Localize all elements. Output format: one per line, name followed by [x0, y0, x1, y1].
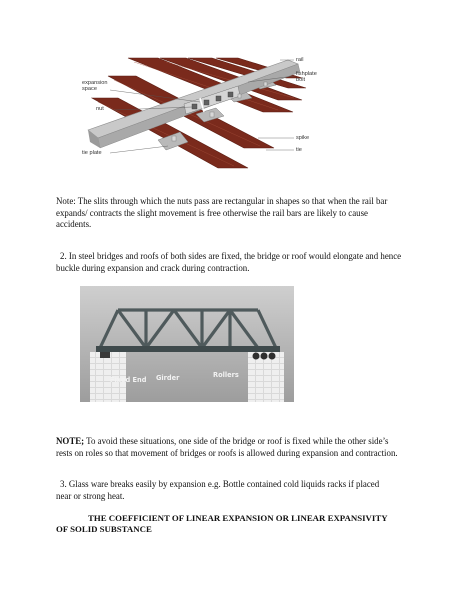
point-2-line-1: 2. In steel bridges and roofs of both sides are fixed, the bridge or roof would elongate and hence — [60, 251, 402, 261]
expansion-space-label: expansion space — [82, 80, 108, 92]
point-3-line-2: near or strong heat. — [56, 490, 125, 501]
fishplate-bolt-label: fishplate bolt — [296, 71, 317, 83]
nut-label: nut — [96, 106, 104, 112]
note-bold-label: NOTE; — [56, 436, 85, 446]
spike-label: spike — [296, 135, 310, 141]
bridge-photo-figure — [80, 286, 294, 402]
rail-label: rail — [296, 57, 304, 63]
note-bridge-fix — [56, 436, 398, 459]
rollers-label: Rollers — [213, 371, 239, 379]
note-rail-slits — [56, 196, 387, 231]
note-bridge-line-1-rest: To avoid these situations, one side of the bridge or roof is fixed while the other side’s — [84, 436, 389, 446]
note-bridge-line-1 — [56, 436, 398, 448]
bridge-truss-illustration — [80, 286, 294, 402]
point-3-paragraph — [56, 479, 379, 502]
note-rail-line-1: Note: The slits through which the nuts pass are rectangular in shapes so that when the rail bar — [56, 196, 388, 206]
point-3-line-1: 3. Glass ware breaks easily by expansion e.g. Bottle contained cold liquids racks if placed — [60, 479, 380, 489]
rail-joint-figure — [82, 52, 332, 174]
fixed-end-label: Fixed End — [110, 376, 147, 384]
section-heading-line-1: THE COEFFICIENT OF LINEAR EXPANSION OR LINEAR EXPANSIVITY — [88, 513, 388, 523]
note-rail-line-2: expands/ contracts the slight movement is free otherwise the rail bars are likely to cause — [56, 207, 368, 218]
girder-label: Girder — [156, 374, 180, 382]
note-rail-line-3: accidents. — [56, 219, 92, 230]
tie-plate-label: tie plate — [82, 150, 102, 156]
tie-label: tie — [296, 147, 302, 153]
section-heading — [56, 513, 388, 535]
note-bridge-line-2: rests on roles so that movement of bridges or roofs is allowed during expansion and contraction. — [56, 447, 398, 458]
point-2-paragraph — [56, 251, 401, 274]
section-heading-line-2: OF SOLID SUBSTANCE — [56, 524, 152, 534]
point-2-line-2: buckle during expansion and crack during contraction. — [56, 262, 250, 273]
